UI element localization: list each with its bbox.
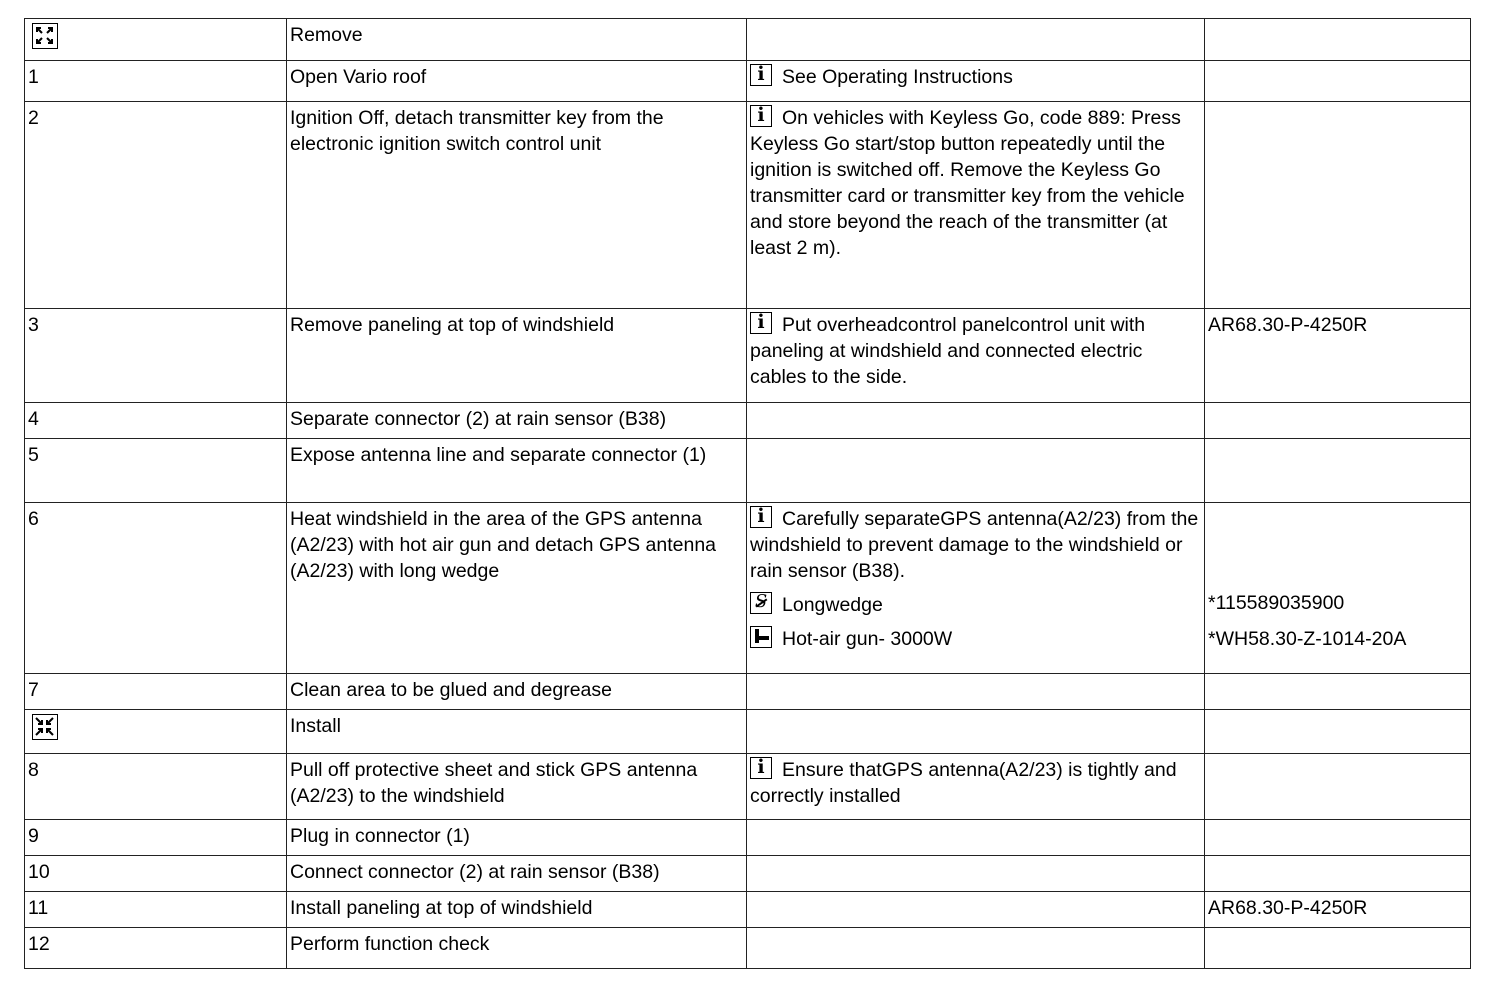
action-cell: Separate connector (2) at rain sensor (B38) [287,403,747,439]
action-cell: Install [287,710,747,754]
note-text: Carefully separateGPS antenna(A2/23) from the windshield to prevent damage to the windshield or rain sensor (B38). [750,508,1199,582]
table-row [25,710,1471,754]
action-cell: Ignition Off, detach transmitter key from the electronic ignition switch control unit [287,102,747,309]
note-cell [747,403,1205,439]
note-text: Put overheadcontrol panelcontrol unit with paneling at windshield and connected electric cables to the side. [750,314,1146,388]
note-cell [747,309,1205,403]
table-row [25,102,1471,309]
action-cell: Remove paneling at top of windshield [287,309,747,403]
table-row [25,892,1471,928]
ref-cell [1205,439,1471,503]
ref-cell [1205,928,1471,969]
note-cell [747,856,1205,892]
action-cell: Open Vario roof [287,61,747,102]
note-text: On vehicles with Keyless Go, code 889: Press Keyless Go start/stop button repeatedly until the ignition is switched off. Remove the Keyless Go transmitter card or transmitter key from the vehicle and store beyond the reach of the transmitter (at least 2 m). [750,107,1185,259]
action-cell: Pull off protective sheet and stick GPS antenna (A2/23) to the windshield [287,754,747,820]
action-cell: Clean area to be glued and degrease [287,674,747,710]
table-row [25,754,1471,820]
ref-cell [1205,19,1471,61]
step-number: 3 [25,309,287,403]
action-cell: Connect connector (2) at rain sensor (B38) [287,856,747,892]
action-cell: Expose antenna line and separate connector (1) [287,439,747,503]
hot-air-gun-icon [750,626,772,648]
note-cell [747,61,1205,102]
step-number: 9 [25,820,287,856]
ref-link[interactable]: *115589035900 [1208,592,1345,614]
ref-cell [1205,710,1471,754]
note-cell [747,820,1205,856]
action-cell: Install paneling at top of windshield [287,892,747,928]
step-number: 2 [25,102,287,309]
note-text: Ensure thatGPS antenna(A2/23) is tightly and correctly installed [750,759,1177,807]
note-cell [747,892,1205,928]
table-row [25,856,1471,892]
info-icon [750,757,772,779]
info-icon [750,105,772,127]
info-icon [750,312,772,334]
special-tool-icon [750,592,772,614]
table-row [25,820,1471,856]
ref-cell [1205,403,1471,439]
note-cell [747,674,1205,710]
ref-cell [1205,674,1471,710]
ref-cell [1205,856,1471,892]
note-cell [747,503,1205,674]
step-number: 5 [25,439,287,503]
info-icon [750,506,772,528]
step-number: 12 [25,928,287,969]
note-cell [747,710,1205,754]
note-text: Hot-air gun- 3000W [782,628,953,650]
table-row [25,403,1471,439]
note-cell [747,928,1205,969]
ref-cell [1205,754,1471,820]
step-cell [25,19,287,61]
action-cell: Plug in connector (1) [287,820,747,856]
action-cell: Remove [287,19,747,61]
action-cell: Perform function check [287,928,747,969]
note-cell [747,19,1205,61]
note-cell [747,754,1205,820]
table-row [25,439,1471,503]
ref-link[interactable]: AR68.30-P-4250R [1208,897,1368,919]
step-number: 1 [25,61,287,102]
note-text: See Operating Instructions [782,66,1013,88]
step-number: 8 [25,754,287,820]
table-row [25,19,1471,61]
remove-icon [32,23,58,49]
action-cell: Heat windshield in the area of the GPS antenna (A2/23) with hot air gun and detach GPS antenna (A2/23) with long wedge [287,503,747,674]
step-number: 10 [25,856,287,892]
note-cell [747,439,1205,503]
ref-cell [1205,503,1471,674]
info-icon [750,64,772,86]
ref-cell [1205,309,1471,403]
table-row [25,928,1471,969]
install-icon [32,714,58,740]
procedure-table [24,18,1471,969]
note-text: Longwedge [782,594,883,616]
ref-link[interactable]: AR68.30-P-4250R [1208,314,1368,336]
ref-link[interactable]: *WH58.30-Z-1014-20A [1208,628,1407,650]
ref-cell [1205,102,1471,309]
step-cell [25,710,287,754]
table-row [25,309,1471,403]
table-row [25,61,1471,102]
step-number: 11 [25,892,287,928]
step-number: 7 [25,674,287,710]
ref-cell [1205,892,1471,928]
step-number: 4 [25,403,287,439]
table-row [25,503,1471,674]
ref-cell [1205,61,1471,102]
ref-cell [1205,820,1471,856]
step-number: 6 [25,503,287,674]
note-cell [747,102,1205,309]
table-row [25,674,1471,710]
